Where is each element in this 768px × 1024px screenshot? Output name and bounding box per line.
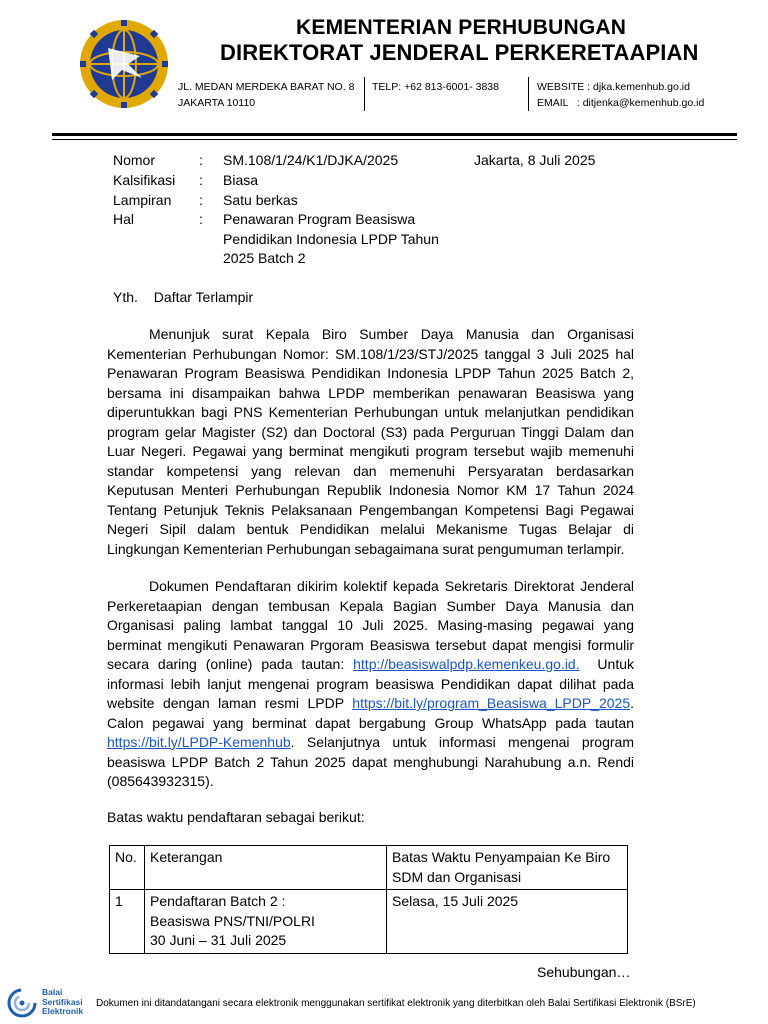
header-email: EMAIL : ditjenka@kemenhub.go.id xyxy=(537,97,705,109)
whatsapp-group-link[interactable]: https://bit.ly/LPDP-Kemenhub xyxy=(107,734,291,750)
org-ministry-title: KEMENTERIAN PERHUBUNGAN xyxy=(296,16,627,39)
meta-label: Kalsifikasi xyxy=(113,172,176,188)
paragraph-text: Untuk informasi lebih lanjut mengenai program beasiswa Pendidikan dapat dilihat pada website dengan laman resmi LPDP xyxy=(107,656,638,711)
body-paragraph-1 xyxy=(107,325,634,559)
table-header-cell: No. xyxy=(110,846,145,890)
header-website: WEBSITE : djka.kemenhub.go.id xyxy=(537,81,690,93)
meta-value: Satu berkas xyxy=(223,192,298,208)
meta-label: Nomor xyxy=(113,152,156,168)
header-address xyxy=(178,79,354,111)
paragraph-text: Menunjuk surat Kepala Biro Sumber Daya Manusia dan Organisasi Kementerian Perhubungan Nomor: SM.108/1/23/STJ/2025 tanggal 3 Juli 2025 hal Penawaran Program Beasiswa Pendidikan Indonesia LPDP Tahun 2025 Batch 2, bersama ini disampaikan bahwa LPDP memberikan penawaran Beasiswa yang diperuntukkan bagi PNS Kementerian Perhubungan untuk melanjutkan pendidikan program gelar Magister (S2) dan Doctoral (S3) pada Perguruan Tinggi Dalam dan Luar Negeri. Pegawai yang berminat mengikuti program tersebut wajib memenuhi standar kompetensi yang relevan dan memenuhi Persyaratan berdasarkan Keputusan Menteri Perhubungan Republik Indonesia Nomor KM 17 Tahun 2024 Tentang Petunjuk Teknis Pelaksanaan Pengembangan Kompetensi Bagi Pegawai Negeri Sipil dalam bentuk Pendidikan melalui Mekanisme Tugas Belajar di Lingkungan Kementerian Perhubungan sebagaimana surat pengumuman terlampir. xyxy=(107,326,634,557)
table-header-cell: Batas Waktu Penyampaian Ke Biro SDM dan Organisasi xyxy=(387,846,628,890)
esign-footer-note: Dokumen ini ditandatangani secara elektronik menggunakan sertifikat elektronik yang diterbitkan oleh Balai Sertifikasi Elektronik (BSrE) xyxy=(96,998,696,1009)
bsre-name xyxy=(42,988,83,1017)
keterangan-line: Pendaftaran Batch 2 : xyxy=(150,893,286,909)
deadline-table xyxy=(109,845,628,954)
paragraph-text: Dokumen Pendaftaran dikirim kolektif kepada Sekretaris Direktorat Jenderal Perkeretaapian dengan tembusan Kepala Bagian Sumber Daya Manusia dan Organisasi paling lambat tanggal 10 Juli 2025. Masing-masing pegawai yang berminat mengikuti Penawaran Prgoram Beasiswa tersebut dapat mengisi formulir secara daring (online) pada tautan: xyxy=(107,578,634,672)
meta-colon: : xyxy=(199,172,203,188)
lpdp-program-link[interactable]: https://bit.ly/program_Beasiswa_LPDP_2025 xyxy=(352,695,631,711)
bsre-name-line: Balai xyxy=(42,987,63,997)
meta-subject: Penawaran Program Beasiswa Pendidikan Indonesia LPDP Tahun 2025 Batch 2 xyxy=(223,211,439,266)
meta-label: Hal xyxy=(113,211,135,227)
address-line-1: JL. MEDAN MERDEKA BARAT NO. 8 xyxy=(178,81,355,93)
meta-value: Biasa xyxy=(223,172,259,188)
header-contact xyxy=(537,79,704,111)
keterangan-line: Beasiswa PNS/TNI/POLRI xyxy=(150,912,315,929)
meta-colon: : xyxy=(199,192,203,208)
table-cell-deadline: Selasa, 15 Juli 2025 xyxy=(387,890,628,954)
org-directorate-title: DIREKTORAT JENDERAL PERKERETAAPIAN xyxy=(220,40,699,65)
bsre-name-line: Elektronik xyxy=(42,1006,84,1016)
paragraph-text: . Selanjutnya untuk informasi mengenai program beasiswa LPDP Batch 2 Tahun 2025 dapat menghubungi Narahubung a.n. Rendi (085643932315). xyxy=(107,734,634,789)
letter-date: Jakarta, 8 Juli 2025 xyxy=(474,152,596,168)
letterhead-rule-thin xyxy=(52,139,737,140)
header-phone: TELP: +62 813-6001- 3838 xyxy=(372,81,499,93)
header-divider xyxy=(528,77,529,111)
recipient-label: Yth. xyxy=(113,289,138,305)
meta-colon: : xyxy=(199,211,203,227)
keterangan-line: 30 Juni – 31 Juli 2025 xyxy=(150,932,287,948)
recipient-line xyxy=(113,288,253,308)
deadline-intro: Batas waktu pendaftaran sebagai berikut: xyxy=(107,809,365,825)
continued-marker: Sehubungan… xyxy=(537,964,631,980)
table-header-row xyxy=(110,846,628,890)
table-header-cell: Keterangan xyxy=(145,846,387,890)
paragraph-text: . Calon pegawai yang berminat dapat bergabung Group WhatsApp pada tautan xyxy=(107,695,634,731)
address-line-2: JAKARTA 10110 xyxy=(178,97,256,109)
table-cell-no: 1 xyxy=(110,890,145,954)
meta-label: Lampiran xyxy=(113,192,172,208)
header-divider xyxy=(364,77,365,111)
lpdp-form-link[interactable]: http://beasiswalpdp.kemenkeu.go.id. xyxy=(353,656,580,672)
bsre-name-line: Sertifikasi xyxy=(42,996,83,1007)
meta-value: SM.108/1/24/K1/DJKA/2025 xyxy=(223,152,399,168)
body-paragraph-2 xyxy=(107,577,638,792)
recipient-value: Daftar Terlampir xyxy=(153,289,254,305)
bsre-logo-icon xyxy=(6,988,40,1018)
table-row xyxy=(110,890,628,954)
letterhead-rule-thick xyxy=(52,133,737,136)
meta-colon: : xyxy=(199,152,203,168)
kemenhub-logo-icon xyxy=(78,18,170,110)
table-cell-keterangan xyxy=(145,890,387,954)
